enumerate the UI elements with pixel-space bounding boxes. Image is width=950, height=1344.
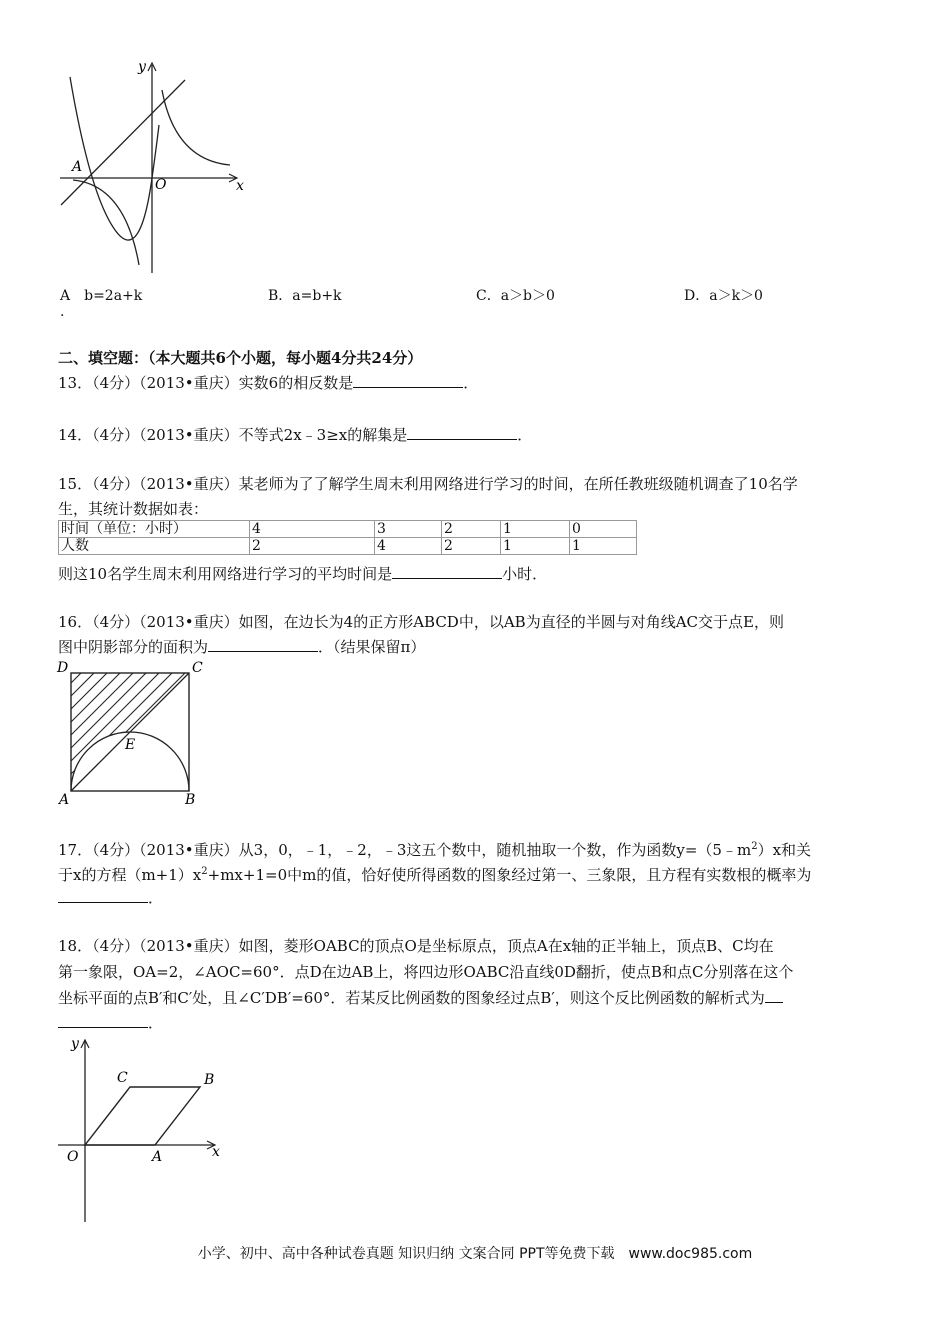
table-cell: 2 — [442, 538, 501, 555]
q13-answer-blank[interactable] — [353, 373, 463, 388]
q18-rhombus-oabc — [85, 1087, 200, 1145]
q18-label-C: C — [117, 1070, 128, 1086]
q18-line3 — [58, 988, 783, 1008]
q15-after — [58, 564, 547, 584]
q14-text: 14．（4分）（2013•重庆）不等式2x﹣3≥x的解集是 — [58, 426, 408, 444]
q17-line3 — [58, 888, 163, 908]
q12-option-c: C．a＞b＞0 — [476, 288, 555, 304]
q12-label-y: y — [138, 59, 146, 75]
q16-figure — [55, 658, 215, 810]
q15-line2: 生，其统计数据如表： — [58, 500, 209, 518]
q14-answer-blank[interactable] — [407, 425, 517, 440]
q12-hyperbola-left — [73, 180, 139, 265]
q18-figure — [55, 1030, 230, 1226]
q17-line3-end: ． — [148, 889, 164, 907]
q13 — [58, 373, 478, 393]
q12-graph — [55, 55, 255, 277]
table-cell: 1 — [501, 538, 570, 555]
table-cell: 4 — [375, 538, 442, 555]
q12-label-x: x — [236, 178, 244, 194]
q16-line1: 16．（4分）（2013•重庆）如图，在边长为4的正方形ABCD中，以AB为直径的半圆与对角线AC交于点E，则 — [58, 613, 784, 631]
q18-answer-blank-start[interactable] — [765, 988, 783, 1003]
q13-end: ． — [463, 374, 479, 392]
section2-title: 二、填空题：（本大题共6个小题，每小题4分共24分） — [58, 349, 423, 367]
q12-option-a-dot: . — [60, 304, 65, 320]
table-cell: 2 — [250, 538, 375, 555]
q18-line3-text: 坐标平面的点B′和C′处，且∠C′DB′=60°．若某反比例函数的图象经过点B′，则这个反比例函数的解析式为 — [58, 989, 765, 1007]
q18-label-B: B — [204, 1072, 215, 1088]
q12-hyperbola-right — [162, 90, 230, 165]
q17-line2-sup: 2 — [201, 866, 208, 877]
table-cell: 1 — [501, 521, 570, 538]
q17-answer-blank[interactable] — [58, 888, 148, 903]
q17-line1-sup: 2 — [751, 841, 758, 852]
q18-label-y: y — [71, 1036, 79, 1052]
q16-line2-text: 图中阴影部分的面积为 — [58, 638, 209, 656]
q12-label-A: A — [72, 159, 83, 175]
q16-answer-blank[interactable] — [208, 637, 318, 652]
table-cell: 4 — [250, 521, 375, 538]
q18-answer-blank[interactable] — [58, 1013, 148, 1028]
table-row — [59, 521, 637, 538]
q14 — [58, 425, 532, 445]
q17-line2-end: +mx+1=0中m的值，恰好使所得函数的图象经过第一、三象限，且方程有实数根的概率为 — [207, 866, 812, 884]
q16-line2 — [58, 637, 425, 657]
q16-line2-end: ．（结果保留π） — [318, 638, 426, 656]
q12-parabola — [70, 77, 159, 240]
q16-label-C: C — [192, 660, 203, 676]
q15-answer-blank[interactable] — [392, 564, 502, 579]
q16-label-B: B — [185, 792, 196, 808]
page-footer: 小学、初中、高中各种试卷真题 知识归纳 文案合同 PPT等免费下载 www.doc985.com — [197, 1246, 753, 1262]
q16-label-D: D — [57, 660, 69, 676]
q14-end: ． — [517, 426, 533, 444]
q12-option-b: B．a=b+k — [268, 288, 342, 304]
q18-label-O: O — [67, 1149, 79, 1165]
q18-label-A: A — [152, 1149, 163, 1165]
q17-line2-text: 于x的方程（m+1）x — [58, 866, 202, 884]
table-cell: 1 — [570, 538, 637, 555]
q12-option-a: A b=2a+k — [60, 288, 143, 304]
table-cell: 0 — [570, 521, 637, 538]
q12-option-d: D．a＞k＞0 — [684, 288, 763, 304]
table-cell: 时间（单位：小时） — [59, 521, 250, 538]
q18-label-x: x — [212, 1144, 220, 1160]
q17-line1-end: ）x和关 — [757, 841, 812, 859]
q17-line2 — [58, 862, 811, 885]
table-row — [59, 538, 637, 555]
q15-after-end: 小时． — [502, 565, 548, 583]
q15-line1: 15．（4分）（2013•重庆）某老师为了了解学生周末利用网络进行学习的时间，在所任教班级随机调查了10名学 — [58, 475, 798, 493]
table-cell: 人数 — [59, 538, 250, 555]
q17-line1-text: 17．（4分）（2013•重庆）从3，0，﹣1，﹣2，﹣3这五个数中，随机抽取一个数，作为函数y=（5﹣m — [58, 841, 752, 859]
q18-line1: 18．（4分）（2013•重庆）如图，菱形OABC的顶点O是坐标原点，顶点A在x轴的正半轴上，顶点B、C均在 — [58, 937, 774, 955]
table-cell: 3 — [375, 521, 442, 538]
q15-after-text: 则这10名学生周末利用网络进行学习的平均时间是 — [58, 565, 393, 583]
q16-label-A: A — [59, 792, 70, 808]
q12-label-O: O — [155, 177, 167, 193]
q15-table — [58, 520, 637, 555]
q18-line4-end: ． — [148, 1014, 164, 1032]
q17-line1 — [58, 837, 811, 860]
q16-label-E: E — [125, 737, 136, 753]
q18-line2: 第一象限，OA=2，∠AOC=60°．点D在边AB上，将四边形OABC沿直线0D翻折，使点B和点C分别落在这个 — [58, 963, 794, 981]
q13-text: 13．（4分）（2013•重庆）实数6的相反数是 — [58, 374, 354, 392]
table-cell: 2 — [442, 521, 501, 538]
